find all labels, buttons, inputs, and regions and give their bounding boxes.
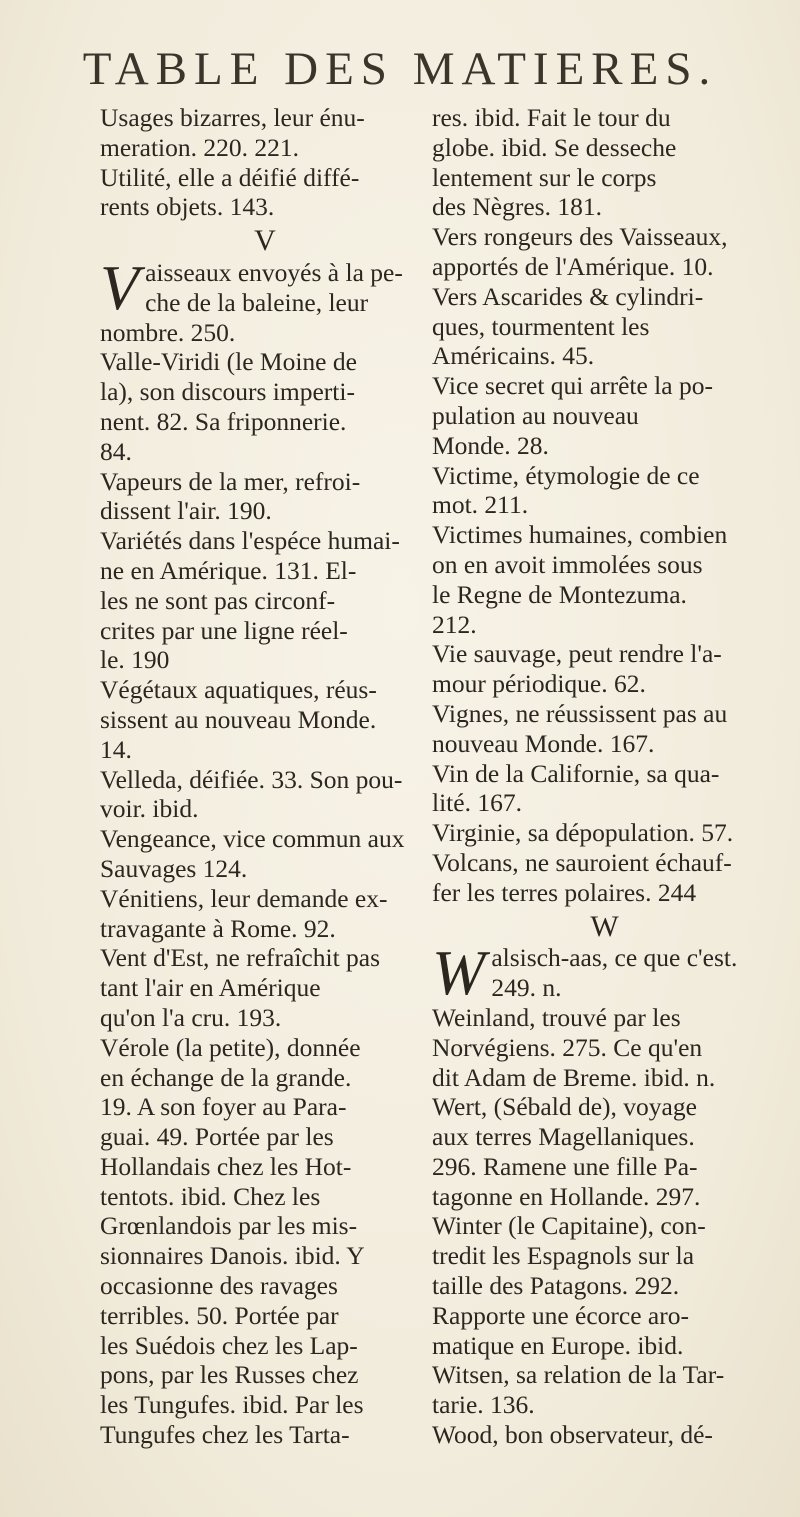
index-line: Monde. 28. — [432, 430, 549, 460]
index-line: Sauvages 124. — [100, 853, 248, 883]
index-line: sionnaires Danois. ibid. Y — [100, 1241, 365, 1271]
section-letter-w: W — [590, 909, 619, 943]
drop-cap-v: V — [100, 251, 140, 323]
index-line: Vérole (la petite), donnée — [100, 1032, 361, 1062]
index-line: Velleda, déifiée. 33. Son pou- — [100, 764, 403, 794]
index-line: les Suédois chez les Lap- — [100, 1330, 358, 1360]
left-lines-b — [100, 251, 430, 1450]
index-line: les Tungufes. ibid. Par les — [100, 1390, 364, 1420]
index-line: les ne sont pas circonf- — [100, 585, 336, 615]
index-line: Valle-Viridi (le Moine de — [100, 347, 357, 377]
index-line: en échange de la grande. — [100, 1062, 352, 1092]
index-line: pons, par les Russes chez — [100, 1360, 359, 1390]
index-line: on en avoit immolées sous — [432, 549, 703, 579]
index-line: meration. 220. 221. — [100, 132, 300, 162]
running-head: TABLE DES MATIERES. — [82, 43, 718, 95]
index-line: fer les terres polaires. 244 — [432, 877, 697, 907]
right-lines-a — [432, 103, 777, 908]
index-line: sissent au nouveau Monde. — [100, 704, 377, 734]
index-line: Variétés dans l'espéce humai- — [100, 526, 400, 556]
index-line: Virginie, sa dépopulation. 57. — [432, 818, 734, 848]
drop-cap-w: W — [432, 937, 486, 1009]
index-line: alsisch-aas, ce que c'est. — [491, 943, 738, 973]
index-line: che de la baleine, leur — [145, 287, 369, 317]
index-line: globe. ibid. Se desseche — [432, 132, 677, 162]
index-line: rents objets. 143. — [100, 192, 275, 222]
index-line: res. ibid. Fait le tour du — [432, 103, 671, 132]
right-column — [432, 103, 777, 1450]
right-lines-b — [432, 937, 777, 1450]
index-line: tentots. ibid. Chez les — [100, 1181, 321, 1211]
index-line: Vers rongeurs des Vaisseaux, — [432, 222, 728, 252]
index-line: lité. 167. — [432, 788, 522, 818]
index-line: Vignes, ne réussissent pas au — [432, 698, 728, 728]
index-line: 14. — [100, 734, 132, 764]
index-line: le Regne de Montezuma. — [432, 579, 687, 609]
index-line: Vie sauvage, peut rendre l'a- — [432, 639, 722, 669]
index-line: taille des Patagons. 292. — [432, 1271, 680, 1301]
index-line: Grœnlandois par les mis- — [100, 1211, 358, 1241]
index-line: des Nègres. 181. — [432, 192, 602, 222]
index-line: ques, tourmentent les — [432, 311, 650, 341]
index-line: voir. ibid. — [100, 794, 199, 824]
index-line: pulation au nouveau — [432, 400, 639, 430]
index-line: tant l'air en Amérique — [100, 973, 321, 1003]
index-line: Utilité, elle a déifié diffé- — [100, 162, 360, 192]
index-line: 249. n. — [491, 973, 562, 1003]
index-line: mot. 211. — [432, 490, 529, 520]
index-line: Winter (le Capitaine), con- — [432, 1211, 706, 1241]
index-line: mour périodique. 62. — [432, 669, 646, 699]
index-line: nombre. 250. — [100, 317, 236, 347]
index-line: aux terres Magellaniques. — [432, 1122, 695, 1152]
index-line: 212. — [432, 609, 477, 639]
left-lines-a — [100, 103, 430, 222]
index-line: Vers Ascarides & cylindri- — [432, 281, 704, 311]
section-letter-v: V — [254, 224, 276, 258]
index-line: Wert, (Sébald de), voyage — [432, 1092, 697, 1122]
index-line: nouveau Monde. 167. — [432, 728, 655, 758]
index-line: Victime, étymologie de ce — [432, 460, 700, 490]
index-line: 84. — [100, 436, 132, 466]
index-line: Volcans, ne sauroient échauf- — [432, 847, 732, 877]
index-line: Vent d'Est, ne refraîchit pas — [100, 943, 381, 973]
index-line: dit Adam de Breme. ibid. n. — [432, 1062, 716, 1092]
index-line: Wood, bon observateur, dé- — [432, 1420, 713, 1450]
index-line: Hollandais chez les Hot- — [100, 1151, 352, 1181]
index-line: Américains. 45. — [432, 341, 595, 371]
index-line: guai. 49. Portée par les — [100, 1122, 334, 1152]
index-line: dissent l'air. 190. — [100, 496, 272, 526]
index-line: 19. A son foyer au Para- — [100, 1092, 347, 1122]
index-line: ne en Amérique. 131. El- — [100, 555, 357, 585]
index-line: tarie. 136. — [432, 1390, 535, 1420]
index-line: tagonne en Hollande. 297. — [432, 1181, 701, 1211]
index-line: 296. Ramene une fille Pa- — [432, 1151, 698, 1181]
index-line: le. 190 — [100, 645, 170, 675]
index-line: Végétaux aquatiques, réus- — [100, 675, 377, 705]
index-line: Vénitiens, leur demande ex- — [100, 883, 388, 913]
index-line: nent. 82. Sa friponnerie. — [100, 406, 347, 436]
index-line: lentement sur le corps — [432, 162, 657, 192]
index-line: Witsen, sa relation de la Tar- — [432, 1360, 725, 1390]
index-line: Norvégiens. 275. Ce qu'en — [432, 1032, 703, 1062]
index-line: matique en Europe. ibid. — [432, 1330, 684, 1360]
index-line: Rapporte une écorce aro- — [432, 1300, 689, 1330]
index-line: qu'on l'a cru. 193. — [100, 1002, 282, 1032]
index-line: Vapeurs de la mer, refroi- — [100, 466, 361, 496]
index-line: apportés de l'Amérique. 10. — [432, 251, 714, 281]
index-line: travagante à Rome. 92. — [100, 913, 336, 943]
index-line: Weinland, trouvé par les — [432, 1002, 681, 1032]
index-line: Victimes humaines, combien — [432, 520, 728, 550]
index-line: aisseaux envoyés à la pe- — [145, 257, 403, 287]
index-line: Usages bizarres, leur énu- — [100, 103, 365, 132]
index-line: Tungufes chez les Tarta- — [100, 1420, 350, 1450]
index-line: Vice secret qui arrête la po- — [432, 371, 713, 401]
left-column — [100, 103, 430, 1450]
index-line: tredit les Espagnols sur la — [432, 1241, 695, 1271]
index-line: crites par une ligne réel- — [100, 615, 348, 645]
index-line: Vin de la Californie, sa qua- — [432, 758, 720, 788]
index-line: occasionne des ravages — [100, 1271, 338, 1301]
index-line: terribles. 50. Portée par — [100, 1300, 339, 1330]
index-line: Vengeance, vice commun aux — [100, 824, 405, 854]
index-line: la), son discours imperti- — [100, 377, 355, 407]
